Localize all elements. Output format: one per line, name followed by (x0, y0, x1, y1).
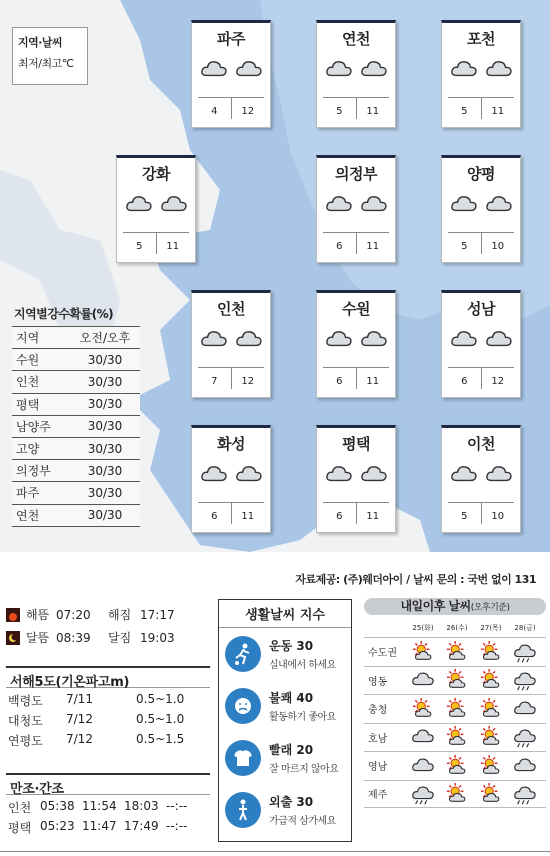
city-name: 파주 (217, 30, 245, 48)
wave-row (8, 732, 206, 752)
min-temp: 6 (323, 233, 357, 254)
precip-region: 의정부 (12, 460, 70, 482)
min-temp: 5 (123, 233, 157, 254)
cloud-icon (324, 462, 354, 488)
wave-row (8, 692, 206, 712)
comfort-icon (225, 688, 261, 724)
tide-row (8, 799, 206, 819)
life-index-value: 운동 30 (269, 639, 314, 653)
precip-header-region: 지역 (12, 327, 70, 349)
precip-row (12, 393, 140, 415)
cloud-icon (449, 192, 479, 218)
min-temp: 5 (323, 98, 357, 119)
tide-cell: --:-- (166, 799, 188, 813)
cloud-icon (359, 192, 389, 218)
cloud-icon (199, 327, 229, 353)
sun-cloud-icon (440, 755, 474, 777)
forecast-region: 호남 (368, 733, 388, 745)
forecast-subtitle: (오후기준) (470, 603, 510, 613)
tide-cell: 인천 (8, 801, 32, 815)
city-name: 의정부 (335, 165, 377, 183)
cloud-icon (359, 327, 389, 353)
cloud-icon (359, 57, 389, 83)
city-card (441, 290, 521, 398)
city-name: 양평 (467, 165, 495, 183)
precip-value: 30/30 (70, 437, 140, 459)
sun-label: 해뜸 (26, 608, 50, 622)
max-temp: 11 (166, 241, 180, 252)
life-index-item (219, 680, 351, 732)
forecast-row (364, 694, 546, 723)
moon-icon (6, 631, 20, 645)
precip-value: 30/30 (70, 504, 140, 526)
min-temp: 6 (198, 503, 232, 524)
precip-value: 30/30 (70, 415, 140, 437)
city-temps (323, 97, 389, 119)
city-temps (198, 97, 264, 119)
city-weather-icons (317, 327, 395, 353)
precip-value: 30/30 (70, 393, 140, 415)
cloud-rain-icon (508, 726, 542, 748)
cloud-icon (324, 327, 354, 353)
precip-row (12, 349, 140, 371)
sun-label: 달뜸 (26, 631, 50, 645)
city-card (191, 20, 271, 128)
life-index-desc: 실내에서 하세요 (269, 660, 336, 671)
life-index-desc: 가급적 삼가세요 (269, 816, 336, 827)
sun-cloud-icon (440, 641, 474, 663)
sun-cloud-icon (406, 641, 440, 663)
forecast-day: 25(화) (412, 624, 434, 632)
sun-cloud-icon (474, 755, 508, 777)
cloud-icon (484, 57, 514, 83)
min-temp: 5 (448, 98, 482, 119)
sun-cloud-icon (406, 698, 440, 720)
city-temps (448, 232, 514, 254)
sun-label: 해짐 (108, 608, 132, 622)
cloud-icon (449, 57, 479, 83)
data-source: 자료제공: (주)웨더아이 / 날씨 문의 : 국번 없이 131 (295, 573, 536, 586)
tide-cell: 11:54 (82, 799, 117, 813)
sun-icon (6, 608, 20, 622)
sun-time: 19:03 (140, 630, 175, 645)
sun-cloud-icon (440, 726, 474, 748)
life-index-item (219, 732, 351, 784)
city-weather-icons (192, 57, 270, 83)
wave-cell: 0.5~1.0 (136, 712, 185, 726)
city-weather-icons (442, 57, 520, 83)
precip-region: 남양주 (12, 415, 70, 437)
cloud-icon (406, 669, 440, 691)
cloud-icon (406, 726, 440, 748)
sun-cloud-icon (474, 726, 508, 748)
cloud-icon (484, 327, 514, 353)
wave-cell: 0.5~1.5 (136, 732, 185, 746)
forecast-region: 충청 (368, 705, 388, 717)
precip-region: 고양 (12, 437, 70, 459)
precip-region: 평택 (12, 393, 70, 415)
cloud-icon (234, 57, 264, 83)
tide-cell: 17:49 (124, 819, 159, 833)
wave-cell: 0.5~1.0 (136, 692, 185, 706)
city-weather-icons (442, 192, 520, 218)
min-temp: 6 (323, 368, 357, 389)
life-index-value: 불쾌 40 (269, 691, 314, 705)
cloud-rain-icon (508, 783, 542, 805)
cloud-icon (199, 57, 229, 83)
precip-title: 지역별강수확률(%) (14, 307, 114, 321)
tide-cell: 05:23 (40, 819, 75, 833)
city-temps (448, 97, 514, 119)
wave-cell: 백령도 (8, 694, 43, 708)
city-card (316, 155, 396, 263)
cloud-icon (199, 462, 229, 488)
max-temp: 12 (241, 106, 255, 117)
precip-region: 인천 (12, 371, 70, 393)
cloud-icon (359, 462, 389, 488)
precip-value: 30/30 (70, 482, 140, 504)
city-weather-icons (117, 192, 195, 218)
city-card (191, 425, 271, 533)
city-temps (123, 232, 189, 254)
wave-cell: 7/12 (66, 732, 93, 746)
forecast-row (364, 751, 546, 780)
city-name: 강화 (142, 165, 170, 183)
laundry-icon (225, 740, 261, 776)
forecast-title: 내일이후 날씨 (400, 599, 471, 613)
bottom-divider (0, 851, 550, 852)
city-name: 성남 (467, 300, 495, 318)
city-temps (323, 502, 389, 524)
min-temp: 5 (448, 233, 482, 254)
life-index-text (269, 637, 336, 671)
max-temp: 11 (491, 106, 505, 117)
precip-probability (12, 305, 140, 527)
forecast-day: 28(금) (514, 624, 536, 632)
cloud-rain-icon (508, 641, 542, 663)
sun-cloud-icon (474, 669, 508, 691)
max-temp: 12 (241, 376, 255, 387)
cloud-icon (324, 57, 354, 83)
cloud-icon (508, 755, 542, 777)
city-card (316, 425, 396, 533)
life-index-text (269, 689, 336, 723)
life-title: 생활날씨 지수 (219, 600, 351, 628)
tide-cell: 평택 (8, 821, 32, 835)
sun-time: 07:20 (56, 607, 91, 622)
forecast-row (364, 666, 546, 695)
cloud-icon (449, 462, 479, 488)
min-temp: 6 (323, 503, 357, 524)
forecast-region: 영동 (368, 676, 388, 688)
precip-row (12, 437, 140, 459)
cloud-icon (508, 698, 542, 720)
life-index-item (219, 784, 351, 836)
city-weather-icons (317, 192, 395, 218)
city-weather-icons (442, 462, 520, 488)
forecast-header (364, 598, 546, 615)
precip-region: 수원 (12, 349, 70, 371)
precip-header-value: 오전/오후 (70, 327, 140, 349)
city-card (441, 425, 521, 533)
tide-row (8, 819, 206, 839)
cloud-rain-icon (406, 783, 440, 805)
city-weather-icons (317, 57, 395, 83)
cloud-icon (234, 327, 264, 353)
sun-time: 08:39 (56, 630, 91, 645)
min-temp: 4 (198, 98, 232, 119)
tide-cell: 18:03 (124, 799, 159, 813)
cloud-icon (406, 755, 440, 777)
min-temp: 6 (448, 368, 482, 389)
legend-units: 최저/최고℃ (18, 57, 74, 70)
forecast-row (364, 723, 546, 752)
cloud-icon (484, 192, 514, 218)
tide-cell: 11:47 (82, 819, 117, 833)
city-temps (448, 502, 514, 524)
max-temp: 11 (241, 511, 255, 522)
city-name: 화성 (217, 435, 245, 453)
precip-row (12, 504, 140, 526)
city-card (441, 155, 521, 263)
city-name: 포천 (467, 30, 495, 48)
city-card (316, 20, 396, 128)
sun-cloud-icon (440, 669, 474, 691)
max-temp: 12 (491, 376, 505, 387)
forecast-day: 26(수) (446, 624, 468, 632)
cloud-icon (159, 192, 189, 218)
city-name: 인천 (217, 300, 245, 318)
forecast-region: 수도권 (368, 648, 397, 660)
life-index-value: 빨래 20 (269, 743, 314, 757)
life-index-desc: 활동하기 좋아요 (269, 712, 336, 723)
tides-table (8, 799, 206, 839)
wave-cell: 연평도 (8, 734, 43, 748)
cloud-icon (234, 462, 264, 488)
forecast-row (364, 780, 546, 809)
sun-row (6, 626, 180, 649)
min-temp: 7 (198, 368, 232, 389)
tide-cell: --:-- (166, 819, 188, 833)
life-index-text (269, 741, 338, 775)
precip-row (12, 371, 140, 393)
forecast-days (406, 623, 546, 637)
life-index-desc: 잘 마르지 않아요 (269, 764, 339, 775)
city-name: 연천 (342, 30, 370, 48)
sun-cloud-icon (474, 783, 508, 805)
cloud-icon (449, 327, 479, 353)
city-name: 평택 (342, 435, 370, 453)
max-temp: 11 (366, 241, 380, 252)
legend-title: 지역·날씨 (18, 36, 63, 49)
precip-value: 30/30 (70, 460, 140, 482)
forecast-panel (364, 598, 546, 808)
cloud-icon (484, 462, 514, 488)
wave-row (8, 712, 206, 732)
max-temp: 11 (366, 376, 380, 387)
precip-region: 파주 (12, 482, 70, 504)
life-index-item (219, 628, 351, 680)
city-weather-icons (192, 462, 270, 488)
city-name: 수원 (342, 300, 370, 318)
city-temps (323, 232, 389, 254)
waves-table (8, 692, 206, 752)
forecast-region: 제주 (368, 790, 388, 802)
forecast-day: 27(목) (480, 624, 502, 632)
city-card (191, 290, 271, 398)
min-temp: 5 (448, 503, 482, 524)
precip-value: 30/30 (70, 371, 140, 393)
city-card (116, 155, 196, 263)
wave-cell: 대청도 (8, 714, 43, 728)
map-legend (12, 27, 88, 85)
cloud-icon (124, 192, 154, 218)
sun-row (6, 603, 180, 626)
city-temps (448, 367, 514, 389)
max-temp: 11 (366, 106, 380, 117)
exercise-icon (225, 636, 261, 672)
life-index-value: 외출 30 (269, 795, 314, 809)
max-temp: 10 (491, 241, 505, 252)
life-index-text (269, 793, 336, 827)
city-temps (323, 367, 389, 389)
precip-header-row (12, 327, 140, 349)
precip-value: 30/30 (70, 349, 140, 371)
sun-cloud-icon (440, 698, 474, 720)
city-temps (198, 367, 264, 389)
precip-row (12, 482, 140, 504)
city-card (441, 20, 521, 128)
cloud-rain-icon (508, 669, 542, 691)
sun-time: 17:17 (140, 607, 175, 622)
tides-title: 만조·간조 (6, 773, 210, 795)
waves-title: 서해5도(기온파고m) (6, 666, 210, 688)
city-card (316, 290, 396, 398)
city-name: 이천 (467, 435, 495, 453)
sun-cloud-icon (440, 783, 474, 805)
max-temp: 11 (366, 511, 380, 522)
cloud-icon (324, 192, 354, 218)
wave-cell: 7/12 (66, 712, 93, 726)
wave-cell: 7/11 (66, 692, 93, 706)
forecast-row (364, 637, 546, 666)
tide-cell: 05:38 (40, 799, 75, 813)
forecast-region: 영남 (368, 762, 388, 774)
city-weather-icons (317, 462, 395, 488)
life-index-panel (218, 599, 352, 842)
city-temps (198, 502, 264, 524)
city-weather-icons (192, 327, 270, 353)
precip-row (12, 460, 140, 482)
city-weather-icons (442, 327, 520, 353)
outing-icon (225, 792, 261, 828)
precip-region: 연천 (12, 504, 70, 526)
sun-label: 달짐 (108, 631, 132, 645)
precip-row (12, 415, 140, 437)
precip-table (12, 326, 140, 527)
max-temp: 10 (491, 511, 505, 522)
sun-cloud-icon (474, 698, 508, 720)
sun-cloud-icon (474, 641, 508, 663)
sun-moon-times (6, 603, 180, 649)
